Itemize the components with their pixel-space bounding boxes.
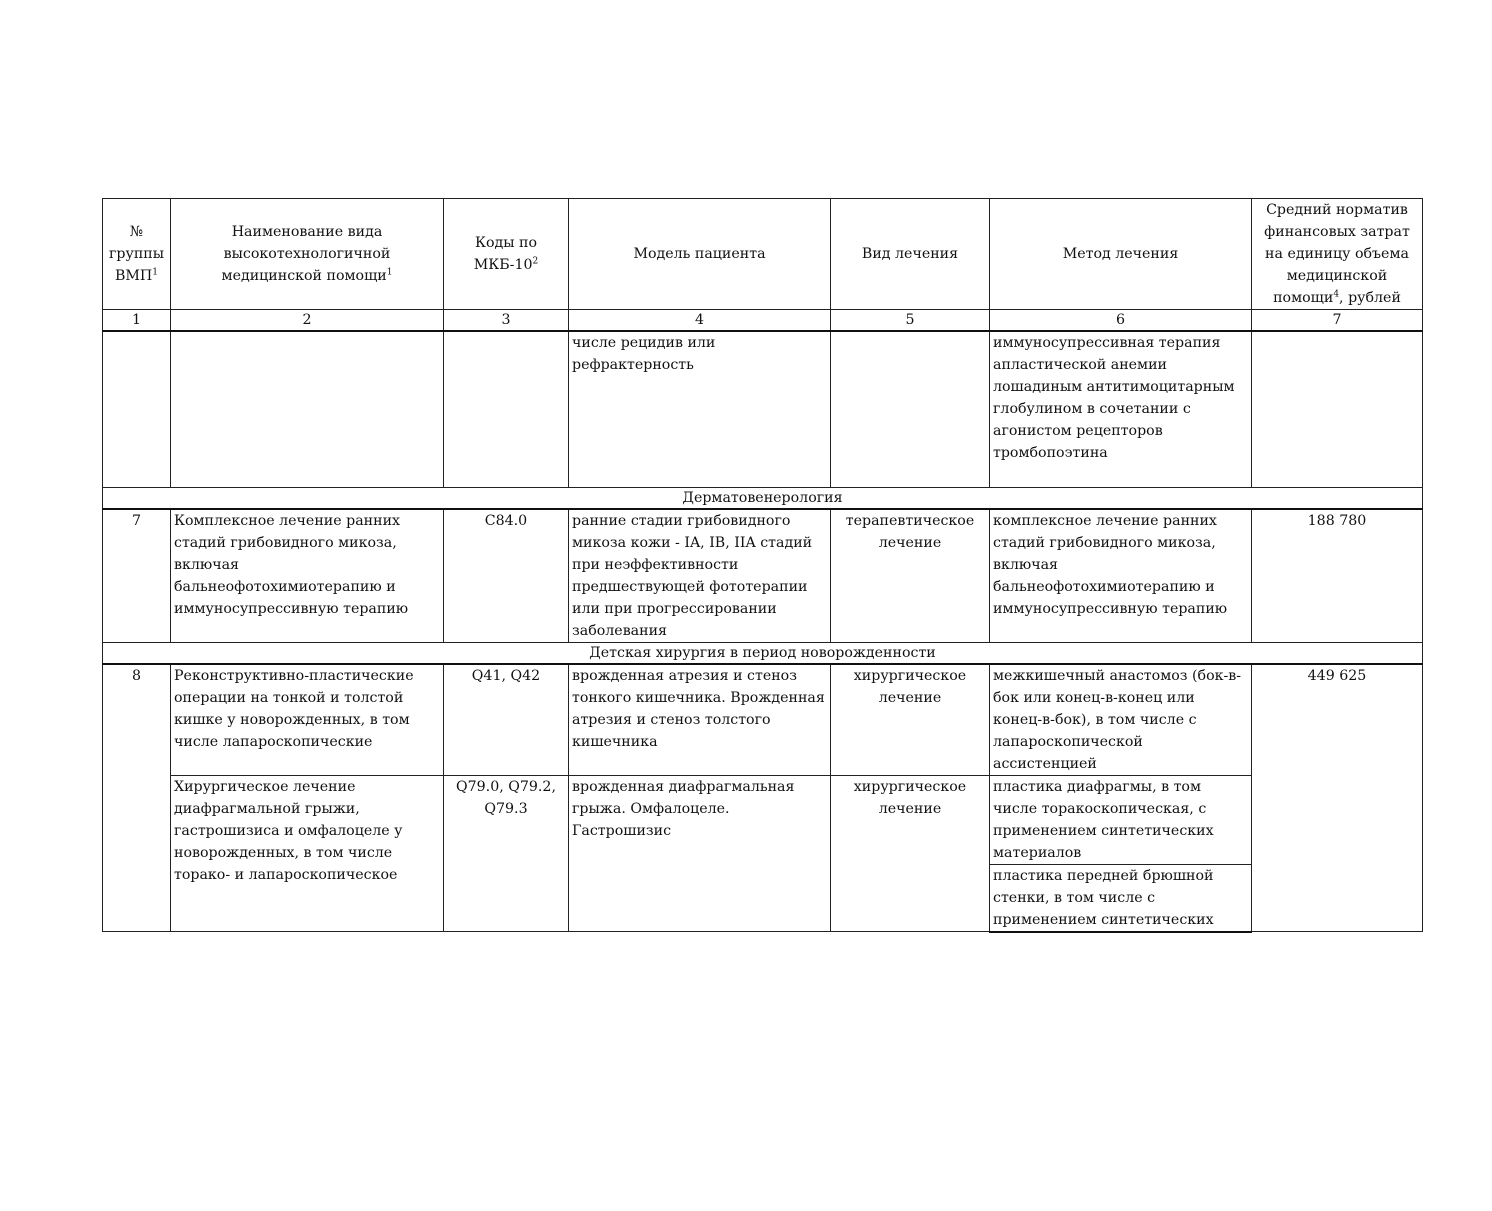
header-group-number: № группы ВМП$^1$ (103, 199, 171, 310)
cell-treatment-method: пластика диафрагмы, в том числе торакоскопическая, с применением синтетических материалов (990, 775, 1252, 864)
table-row (103, 331, 1423, 487)
cell-patient-model: числе рецидив или рефрактерность (569, 331, 831, 487)
column-number: 6 (990, 310, 1252, 332)
cell-vmp-name: Реконструктивно-пластические операции на тонкой и толстой кишке у новорожденных, в том числе лапароскопические (171, 664, 444, 776)
column-number: 1 (103, 310, 171, 332)
column-number: 2 (171, 310, 444, 332)
header-patient-model: Модель пациента (569, 199, 831, 310)
table-row (103, 775, 1423, 864)
table-row (103, 509, 1423, 643)
cell-treatment-type: терапевтическое лечение (831, 509, 990, 643)
cell-vmp-name: Комплексное лечение ранних стадий грибовидного микоза, включая бальнеофотохимиотерапию и иммуносупрессивную терапию (171, 509, 444, 643)
section-row (103, 487, 1423, 509)
cell-vmp-name (171, 331, 444, 487)
cell-icd-codes: C84.0 (444, 509, 569, 643)
cell-icd-codes: Q79.0, Q79.2, Q79.3 (444, 775, 569, 932)
header-row (103, 199, 1423, 310)
column-number: 7 (1252, 310, 1423, 332)
cell-treatment-method: межкишечный анастомоз (бок-в-бок или конец-в-конец или конец-в-бок), в том числе с лапароскопической ассистенцией (990, 664, 1252, 776)
header-vmp-name: Наименование вида высокотехнологичной медицинской помощи$^1$ (171, 199, 444, 310)
column-number-row (103, 310, 1423, 332)
cell-cost: 188 780 (1252, 509, 1423, 643)
header-icd-codes: Коды по МКБ-$10^2$ (444, 199, 569, 310)
cell-cost (1252, 331, 1423, 487)
cell-treatment-method: иммуносупрессивная терапия апластической анемии лошадиным антитимоцитарным глобулином в сочетании с агонистом рецепторов тромбопоэтина (990, 331, 1252, 487)
cell-group-number: 7 (103, 509, 171, 643)
column-number: 4 (569, 310, 831, 332)
section-title: Дерматовенерология (103, 487, 1423, 509)
column-number: 5 (831, 310, 990, 332)
document-page (102, 198, 1422, 933)
cell-treatment-method: пластика передней брюшной стенки, в том числе с применением синтетических (990, 864, 1252, 932)
header-treatment-method: Метод лечения (990, 199, 1252, 310)
cell-patient-model: ранние стадии грибовидного микоза кожи - IA, IB, IIA стадий при неэффективности предшествующей фототерапии или при прогрессировании заболевания (569, 509, 831, 643)
cell-treatment-type: хирургическое лечение (831, 775, 990, 932)
header-treatment-type: Вид лечения (831, 199, 990, 310)
cell-icd-codes: Q41, Q42 (444, 664, 569, 776)
cell-cost: 449 625 (1252, 664, 1423, 932)
section-title: Детская хирургия в период новорожденности (103, 642, 1423, 664)
cell-group-number (103, 331, 171, 487)
cell-group-number: 8 (103, 664, 171, 932)
cell-patient-model: врожденная диафрагмальная грыжа. Омфалоцеле. Гастрошизис (569, 775, 831, 932)
cell-patient-model: врожденная атрезия и стеноз тонкого кишечника. Врожденная атрезия и стеноз толстого кишечника (569, 664, 831, 776)
vmp-table (102, 198, 1423, 933)
cell-icd-codes (444, 331, 569, 487)
header-cost-standard: Средний норматив финансовых затрат на единицу объема медицинской помощи$^4$, рублей (1252, 199, 1423, 310)
cell-treatment-type: хирургическое лечение (831, 664, 990, 776)
cell-vmp-name: Хирургическое лечение диафрагмальной грыжи, гастрошизиса и омфалоцеле у новорожденных, в том числе торако- и лапароскопическое (171, 775, 444, 932)
section-row (103, 642, 1423, 664)
table-row (103, 664, 1423, 776)
cell-treatment-type (831, 331, 990, 487)
column-number: 3 (444, 310, 569, 332)
cell-treatment-method: комплексное лечение ранних стадий грибовидного микоза, включая бальнеофотохимиотерапию и иммуносупрессивную терапию (990, 509, 1252, 643)
